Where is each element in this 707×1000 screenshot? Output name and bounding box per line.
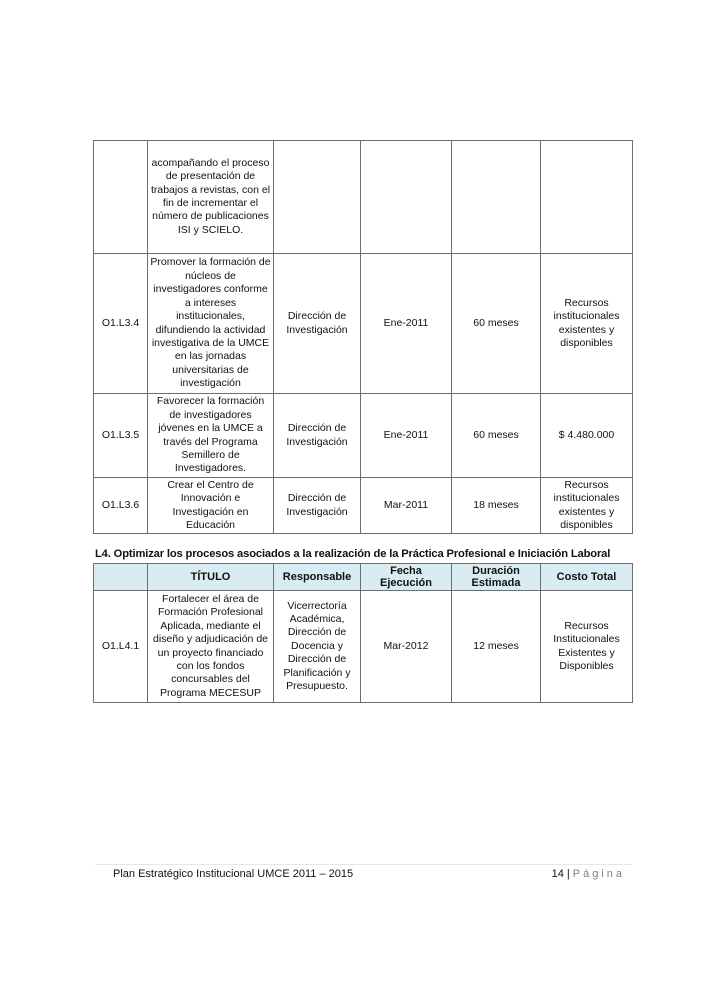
title-cell: Crear el Centro de Innovación e Investigación en Educación [148,478,274,534]
responsable-cell: Dirección de Investigación [274,254,361,394]
fecha-cell: Ene-2011 [361,254,452,394]
code-cell: O1.L3.5 [94,394,148,478]
responsable-cell: Dirección de Investigación [274,394,361,478]
costo-cell: Recursos institucionales existentes y disponibles [541,478,633,534]
duracion-cell: 12 meses [452,591,541,703]
header-titulo: TÍTULO [148,564,274,591]
header-code [94,564,148,591]
footer-page-label [552,868,625,880]
title-cell: Fortalecer el área de Formación Profesional Aplicada, mediante el diseño y adjudicación de un proyecto financiado con los fondos concursables del Programa MECESUP [148,591,274,703]
table-header-row [94,564,633,591]
fecha-cell: Mar-2012 [361,591,452,703]
duracion-cell [452,141,541,254]
title-cell: acompañando el proceso de presentación de trabajos a revistas, con el fin de incrementar el número de publicaciones ISI y SCIELO. [148,141,274,254]
title-cell: Favorecer la formación de investigadores jóvenes en la UMCE a través del Programa Semillero de Investigadores. [148,394,274,478]
costo-cell: $ 4.480.000 [541,394,633,478]
header-duracion: Duración Estimada [452,564,541,591]
header-fecha: Fecha Ejecución [361,564,452,591]
costo-cell: Recursos institucionales existentes y disponibles [541,254,633,394]
code-cell: O1.L3.6 [94,478,148,534]
table-row [94,394,633,478]
footer-divider [95,864,632,865]
responsable-cell [274,141,361,254]
table-row [94,141,633,254]
title-cell: Promover la formación de núcleos de investigadores conforme a intereses institucionales, difundiendo la actividad investigativa de la UMCE en las jornadas universitarias de investigación [148,254,274,394]
page-word: Página [572,868,625,880]
page-number: 14 [551,868,564,880]
code-cell: O1.L3.4 [94,254,148,394]
table-row [94,591,633,703]
header-responsable: Responsable [274,564,361,591]
costo-cell [541,141,633,254]
footer-separator: | [566,868,570,880]
code-cell [94,141,148,254]
code-cell: O1.L4.1 [94,591,148,703]
activities-table-l3 [93,140,633,534]
table-row [94,478,633,534]
fecha-cell [361,141,452,254]
fecha-cell: Ene-2011 [361,394,452,478]
fecha-cell: Mar-2011 [361,478,452,534]
duracion-cell: 18 meses [452,478,541,534]
responsable-cell: Dirección de Investigación [274,478,361,534]
footer-document-title: Plan Estratégico Institucional UMCE 2011 – 2015 [113,868,354,880]
header-costo: Costo Total [541,564,633,591]
table-row [94,254,633,394]
duracion-cell: 60 meses [452,394,541,478]
responsable-cell: Vicerrectoría Académica, Dirección de Docencia y Dirección de Planificación y Presupuesto. [274,591,361,703]
activities-table-l4 [93,563,633,703]
section-title: L4. Optimizar los procesos asociados a la realización de la Práctica Profesional e Iniciación Laboral [95,548,611,560]
costo-cell: Recursos Institucionales Existentes y Disponibles [541,591,633,703]
duracion-cell: 60 meses [452,254,541,394]
